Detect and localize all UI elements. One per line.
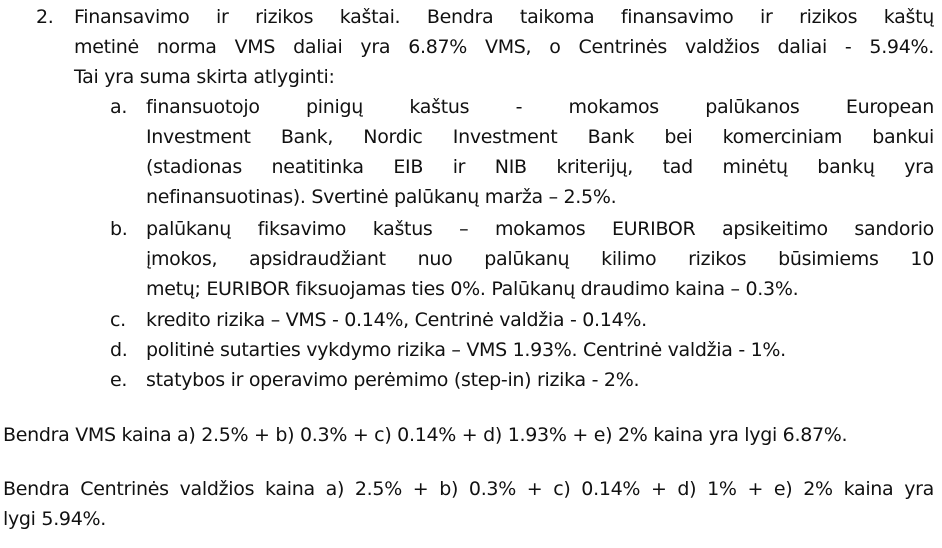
sub-item-line: Investment Bank, Nordic Investment Bank bei komerciniam bankui <box>146 126 934 148</box>
sub-item-line: politinė sutarties vykdymo rizika – VMS 1.93%. Centrinė valdžia - 1%. <box>146 339 786 361</box>
paragraph-line: Bendra Centrinės valdžios kaina a) 2.5% + b) 0.3% + c) 0.14% + d) 1% + e) 2% kaina yra <box>3 478 934 500</box>
sub-item-line: įmokos, apsidraudžiant nuo palūkanų kilimo rizikos būsimiems 10 <box>146 248 934 270</box>
sub-item-line: palūkanų fiksavimo kaštus – mokamos EURIBOR apsikeitimo sandorio <box>146 218 934 240</box>
sub-item-letter: a. <box>110 96 128 118</box>
paragraph-line: Finansavimo ir rizikos kaštai. Bendra taikoma finansavimo ir rizikos kaštų <box>74 6 934 28</box>
sub-item-letter: d. <box>110 339 128 361</box>
sub-item-line: (stadionas neatitinka EIB ir NIB kriterijų, tad minėtų bankų yra <box>146 156 934 178</box>
sub-item-letter: e. <box>110 369 128 391</box>
paragraph-line: metinė norma VMS daliai yra 6.87% VMS, o Centrinės valdžios daliai - 5.94%. <box>74 36 934 58</box>
sub-item-line: metų; EURIBOR fiksuojamas ties 0%. Palūkanų draudimo kaina – 0.3%. <box>146 278 799 300</box>
sub-item-line: finansuotojo pinigų kaštus - mokamos palūkanos European <box>146 96 934 118</box>
sub-item-letter: c. <box>110 309 126 331</box>
sub-item-line: kredito rizika – VMS - 0.14%, Centrinė valdžia - 0.14%. <box>146 309 647 331</box>
sub-item-letter: b. <box>110 218 128 240</box>
list-number: 2. <box>36 6 54 28</box>
paragraph-line: Tai yra suma skirta atlyginti: <box>74 66 335 88</box>
paragraph-line: lygi 5.94%. <box>3 508 106 530</box>
sub-item-line: nefinansuotinas). Svertinė palūkanų marža – 2.5%. <box>146 186 617 208</box>
sub-item-line: statybos ir operavimo perėmimo (step-in) rizika - 2%. <box>146 369 640 391</box>
summary-vms-paragraph: Bendra VMS kaina a) 2.5% + b) 0.3% + c) 0.14% + d) 1.93% + e) 2% kaina yra lygi 6.87%. <box>3 424 848 446</box>
